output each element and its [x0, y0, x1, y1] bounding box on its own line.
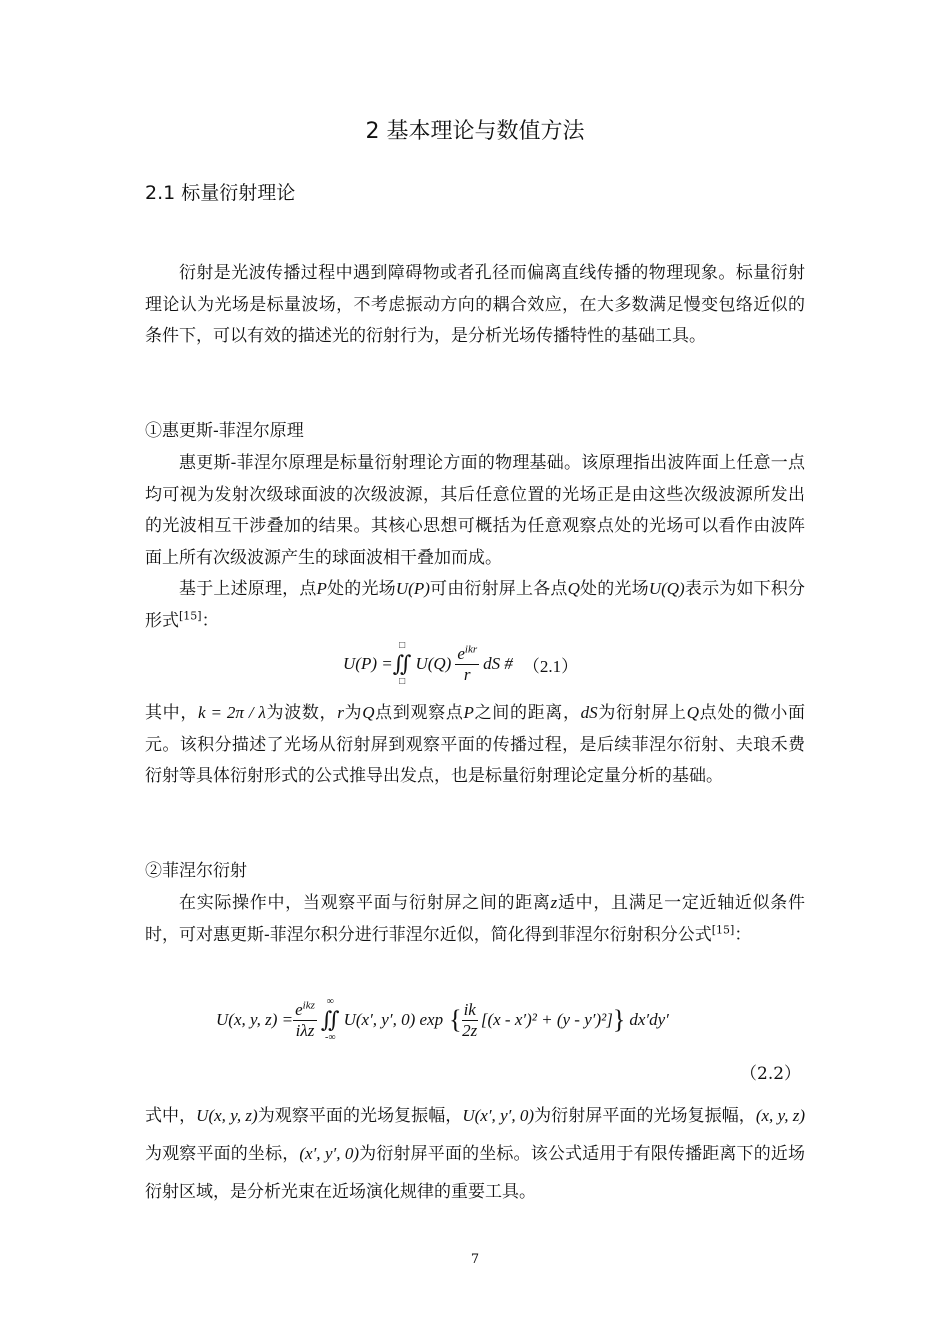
huygens-paragraph-3: 其中，k = 2π / λ为波数，r为Q点到观察点P之间的距离，dS为衍射屏上Q点处的微小面元。该积分描述了光场从衍射屏到观察平面的传播过程，是后续菲涅尔衍射、夫琅禾费衍射等具体衍射形式的公式推导出发点，也是标量衍射理论定量分析的基础。 — [145, 703, 806, 786]
equation-2-2-label: （2.2） — [740, 1064, 802, 1084]
double-integral-symbol: □ ∬ □ — [392, 640, 412, 687]
page-number: 7 — [470, 1252, 480, 1267]
section-title: 2.1 标量衍射理论 — [145, 182, 296, 204]
huygens-paragraph-2: 基于上述原理，点P处的光场U(P)可由衍射屏上各点Q处的光场U(Q)表示为如下积分形式[15]： — [145, 579, 806, 631]
huygens-paragraph-1: 惠更斯-菲涅尔原理是标量衍射理论方面的物理基础。该原理指出波阵面上任意一点均可视为发射次级球面波的次级波源，其后任意位置的光场正是由这些次级波源所发出的光波相互干涉叠加的结果。其核心思想可概括为任意观察点处的光场可以看作由波阵面上所有次级波源产生的球面波相干叠加而成。 — [145, 453, 805, 568]
double-integral-symbol: ∞ ∬ -∞ — [320, 996, 340, 1043]
subheading-fresnel: ②菲涅尔衍射 — [145, 861, 247, 881]
equation-2-2: U(x, y, z) = $\frac{e^{ikz}}{\text{iλz}}$ ∞ ∬ -∞ U(x′, y′, 0) exp { $\frac{ik}{2z}$ [(x - x′)² + (y - y′)²] } dx′dy′ — [216, 996, 669, 1043]
subheading-huygens: ①惠更斯-菲涅尔原理 — [145, 421, 304, 441]
fresnel-paragraph-1: 在实际操作中，当观察平面与衍射屏之间的距离z适中，且满足一定近轴近似条件时，可对惠更斯-菲涅尔积分进行菲涅尔近似，简化得到菲涅尔衍射积分公式[15]： — [145, 893, 805, 945]
fresnel-paragraph-2: 式中，U(x, y, z)为观察平面的光场复振幅，U(x′, y′, 0)为衍射屏平面的光场复振幅，(x, y, z)为观察平面的坐标，(x′, y′, 0)为衍射屏平面的坐标。该公式适用于有限传播距离下的近场衍射区域，是分析光束在近场演化规律的重要工具。 — [145, 1106, 806, 1202]
chapter-title: 2 基本理论与数值方法 — [365, 119, 585, 144]
equation-2-1: U(P) = □ ∬ □ U(Q) $\frac{e^{ikr}}{r}$ dS # （2.1） — [343, 640, 579, 687]
intro-paragraph: 衍射是光波传播过程中遇到障碍物或者孔径而偏离直线传播的物理现象。标量衍射理论认为光场是标量波场，不考虑振动方向的耦合效应，在大多数满足慢变包络近似的条件下，可以有效的描述光的衍射行为，是分析光场传播特性的基础工具。 — [145, 263, 805, 346]
